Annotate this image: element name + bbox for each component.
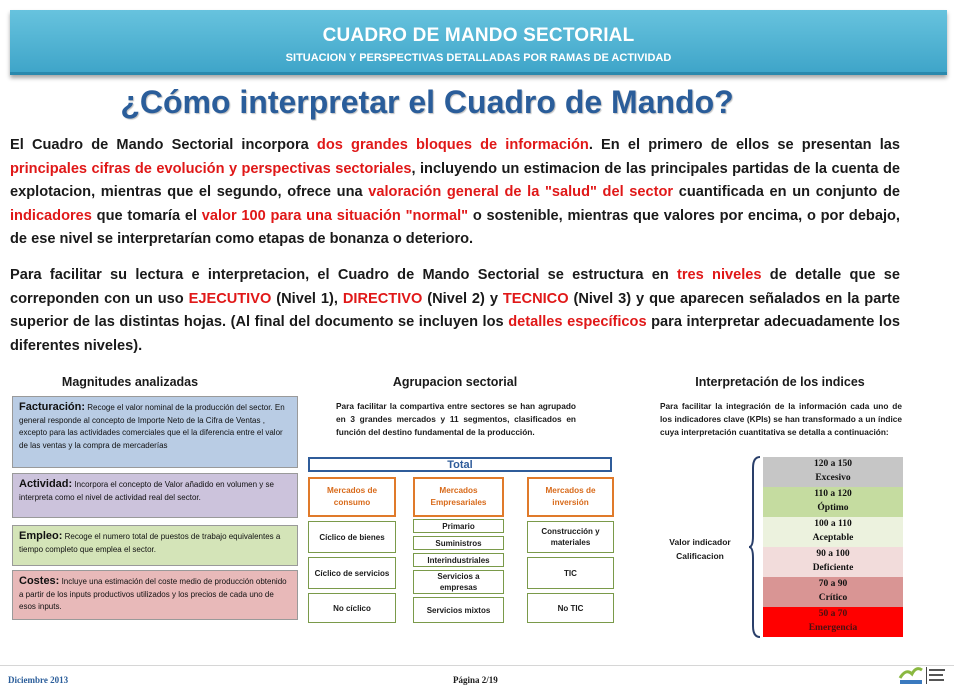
footer-date: Diciembre 2013 <box>8 675 69 685</box>
segment-ciclico-bienes: Cíclico de bienes <box>308 521 396 553</box>
segment-suministros: Suministros <box>413 536 504 550</box>
level-emergencia: 50 a 70 Emergencia <box>763 607 903 637</box>
segment-servicios-empresas: Servicios a empresas <box>413 570 504 594</box>
structure-paragraph: Para facilitar su lectura e interpretacion, el Cuadro de Mando Sectorial se estructura en tres niveles de detalle que se correponden con un uso EJECUTIVO (Nivel 1), DIRECTIVO (Nivel 2) y TECNICO (Nivel 3) y que aparecen señalados en la parte superior de las distintas hojas. (Al final del documento se incluyen los detalles específicos para interpretar adecuadamente los diferentes niveles). <box>10 267 901 354</box>
footer-page-number: Página 2/19 <box>453 675 498 685</box>
indices-title: Interpretación de los indices <box>695 375 865 389</box>
magnitude-actividad: Actividad: Incorpora el concepto de Valor añadido en volumen y se interpreta como el nivel de actividad real del sector. <box>12 473 298 518</box>
segment-primario: Primario <box>413 519 504 533</box>
indices-label: Valor indicador Calificacion <box>669 537 731 561</box>
indices-text: Para facilitar la integración de la información cada uno de los indicadores clave (KPIs) se han transformado a un índice cuya interpretación cuantitativa se detalla a continuación: <box>660 401 902 437</box>
header-title: CUADRO DE MANDO SECTORIAL <box>322 25 635 46</box>
magnitudes-title: Magnitudes analizadas <box>61 375 199 389</box>
header-banner <box>10 10 947 75</box>
level-critico: 70 a 90 Crítico <box>763 577 903 607</box>
segment-servicios-mixtos: Servicios mixtos <box>413 597 504 623</box>
intro-paragraph: El Cuadro de Mando Sectorial incorpora dos grandes bloques de información. En el primero de ellos se presentan las principales cifras de evolución y perspectivas sectoriales, incluyendo un estimacion de las principales partidas de la cuenta de explotacion, mientras que el segundo, ofrece una valoración general de la "salud" del sector cuantificada en un conjunto de indicadores que tomaría el valor 100 para una situación "normal" o sostenible, mientras que valores por encima, o por debajo, de ese nivel se interpretarían como etapas de bonanza o deterioro. <box>10 137 901 247</box>
market-inversion: Mercados de inversión <box>527 477 614 517</box>
market-empresariales: Mercados Empresariales <box>413 477 504 517</box>
segment-no-ciclico: No cíclico <box>308 593 396 623</box>
agrupacion-text: Para facilitar la compartiva entre sectores se han agrupado en 3 grandes mercados y 11 segmentos, clasificados en función del destino fundamental de la producción. <box>336 401 576 437</box>
magnitude-facturacion: Facturación: Recoge el valor nominal de la producción del sector. En general responde al concepto de Importe Neto de la Cifra de Ventas , excepto para las actividades comerciales que el la diferencia entre el valor de las ventas y la compra de mercaderías <box>12 396 298 468</box>
company-logo <box>898 664 948 686</box>
segment-interindustriales: Interindustriales <box>413 553 504 567</box>
total-box: Total <box>308 457 612 472</box>
header-subtitle: SITUACION Y PERSPECTIVAS DETALLADAS POR RAMAS DE ACTIVIDAD <box>285 52 672 64</box>
magnitude-empleo: Empleo: Recoge el numero total de puestos de trabajo equivalentes a tiempo completo que emplea el sector. <box>12 525 298 566</box>
footer-divider <box>0 665 954 666</box>
curly-brace <box>748 456 762 638</box>
level-aceptable: 100 a 110 Aceptable <box>763 517 903 547</box>
level-optimo: 110 a 120 Óptimo <box>763 487 903 517</box>
segment-construccion: Construcción y materiales <box>527 521 614 553</box>
level-excesivo: 120 a 150 Excesivo <box>763 457 903 487</box>
magnitude-costes: Costes: Incluye una estimación del coste medio de producción obtenido a partir de los inputs productivos utilizados y los precios de cada uno de esos inputs. <box>12 570 298 620</box>
level-deficiente: 90 a 100 Deficiente <box>763 547 903 577</box>
segment-tic: TIC <box>527 557 614 589</box>
segment-no-tic: No TIC <box>527 593 614 623</box>
page-title: ¿Cómo interpretar el Cuadro de Mando? <box>120 84 734 120</box>
segment-ciclico-servicios: Cíclico de servicios <box>308 557 396 589</box>
agrupacion-title: Agrupacion sectorial <box>392 375 518 389</box>
market-consumo: Mercados de consumo <box>308 477 396 517</box>
